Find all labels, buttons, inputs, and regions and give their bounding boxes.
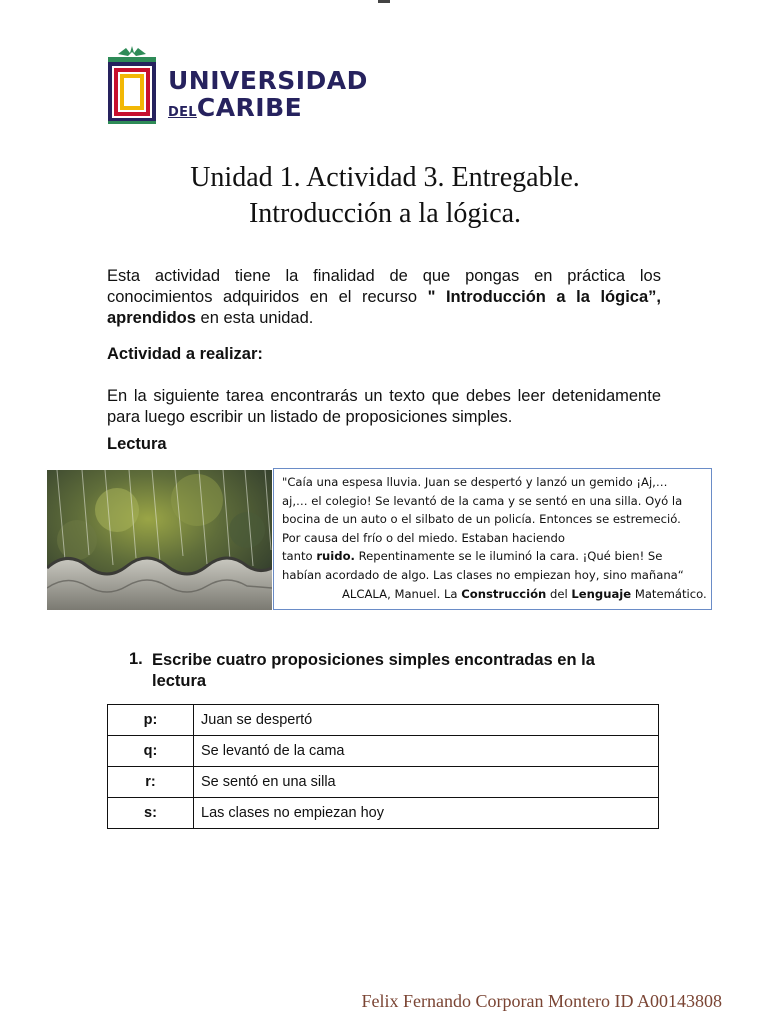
intro-text-bold: " Introducción a la lógica”, aprendidos bbox=[107, 288, 661, 327]
intro-paragraph bbox=[107, 266, 661, 329]
propositions-table bbox=[107, 704, 659, 829]
proposition-text: Juan se despertó bbox=[194, 705, 659, 736]
activity-paragraph: En la siguiente tarea encontrarás un texto que debes leer detenidamente para luego escribir un listado de proposiciones simples. bbox=[107, 387, 661, 426]
table-row bbox=[108, 736, 659, 767]
logo-emblem-icon bbox=[106, 44, 158, 126]
proposition-variable: q: bbox=[108, 736, 194, 767]
proposition-text: Las clases no empiezan hoy bbox=[194, 798, 659, 829]
intro-text-before: Esta actividad tiene la finalidad de que pongas en práctica los conocimientos adquiridos en el recurso bbox=[107, 267, 661, 306]
intro-text-after: en esta unidad. bbox=[195, 309, 314, 327]
author-bold-lenguaje: Lenguaje bbox=[571, 586, 632, 601]
quote-line: aj,… el colegio! Se levantó de la cama y se sentó en una silla. Oyó la bbox=[282, 493, 683, 508]
document-title bbox=[100, 160, 670, 232]
logo-text-universidad: UNIVERSIDAD bbox=[168, 66, 368, 95]
table-row bbox=[108, 767, 659, 798]
rain-roof-photo bbox=[47, 470, 272, 610]
title-line-2: Introducción a la lógica. bbox=[248, 198, 522, 229]
quote-line: "Caía una espesa lluvia. Juan se despertó y lanzó un gemido ¡Aj,… bbox=[282, 475, 668, 489]
proposition-variable: p: bbox=[108, 705, 194, 736]
page-top-mark bbox=[378, 0, 390, 3]
quote-line5-post: Repentinamente se le iluminó la cara. ¡Qué bien! Se bbox=[354, 549, 663, 564]
proposition-variable: s: bbox=[108, 798, 194, 829]
university-logo bbox=[106, 44, 368, 126]
author-footer: Felix Fernando Corporan Montero ID A00143808 bbox=[361, 991, 722, 1011]
author-post: Matemático. bbox=[631, 586, 707, 601]
logo-text-del-caribe bbox=[168, 93, 302, 122]
logo-text-del: DEL bbox=[168, 105, 197, 120]
proposition-text: Se sentó en una silla bbox=[194, 767, 659, 798]
question-number: 1. bbox=[129, 650, 143, 668]
quote-line5-pre: tanto bbox=[282, 549, 317, 564]
proposition-text: Se levantó de la cama bbox=[194, 736, 659, 767]
lectura-heading: Lectura bbox=[107, 435, 167, 453]
quote-line: habían acordado de algo. Las clases no empiezan hoy, sino mañana“ bbox=[282, 567, 684, 582]
quote-line5-bold: ruido. bbox=[316, 549, 355, 564]
proposition-variable: r: bbox=[108, 767, 194, 798]
author-mid: del bbox=[546, 586, 572, 601]
quote-line: bocina de un auto o el silbato de un policía. Entonces se estremeció. bbox=[282, 512, 681, 527]
quote-author bbox=[282, 585, 711, 604]
table-row bbox=[108, 705, 659, 736]
quote-line bbox=[282, 547, 711, 566]
author-bold-construccion: Construcción bbox=[461, 586, 547, 601]
quote-line: Por causa del frío o del miedo. Estaban haciendo bbox=[282, 530, 565, 545]
question-text: Escribe cuatro proposiciones simples encontradas en la lectura bbox=[152, 651, 595, 690]
author-pre: ALCALA, Manuel. La bbox=[342, 586, 462, 601]
activity-heading: Actividad a realizar: bbox=[107, 345, 263, 363]
title-line-1: Unidad 1. Actividad 3. Entregable. bbox=[190, 162, 580, 193]
table-row bbox=[108, 798, 659, 829]
lectura-quote-box bbox=[273, 468, 712, 610]
logo-text-caribe: CARIBE bbox=[196, 93, 303, 122]
